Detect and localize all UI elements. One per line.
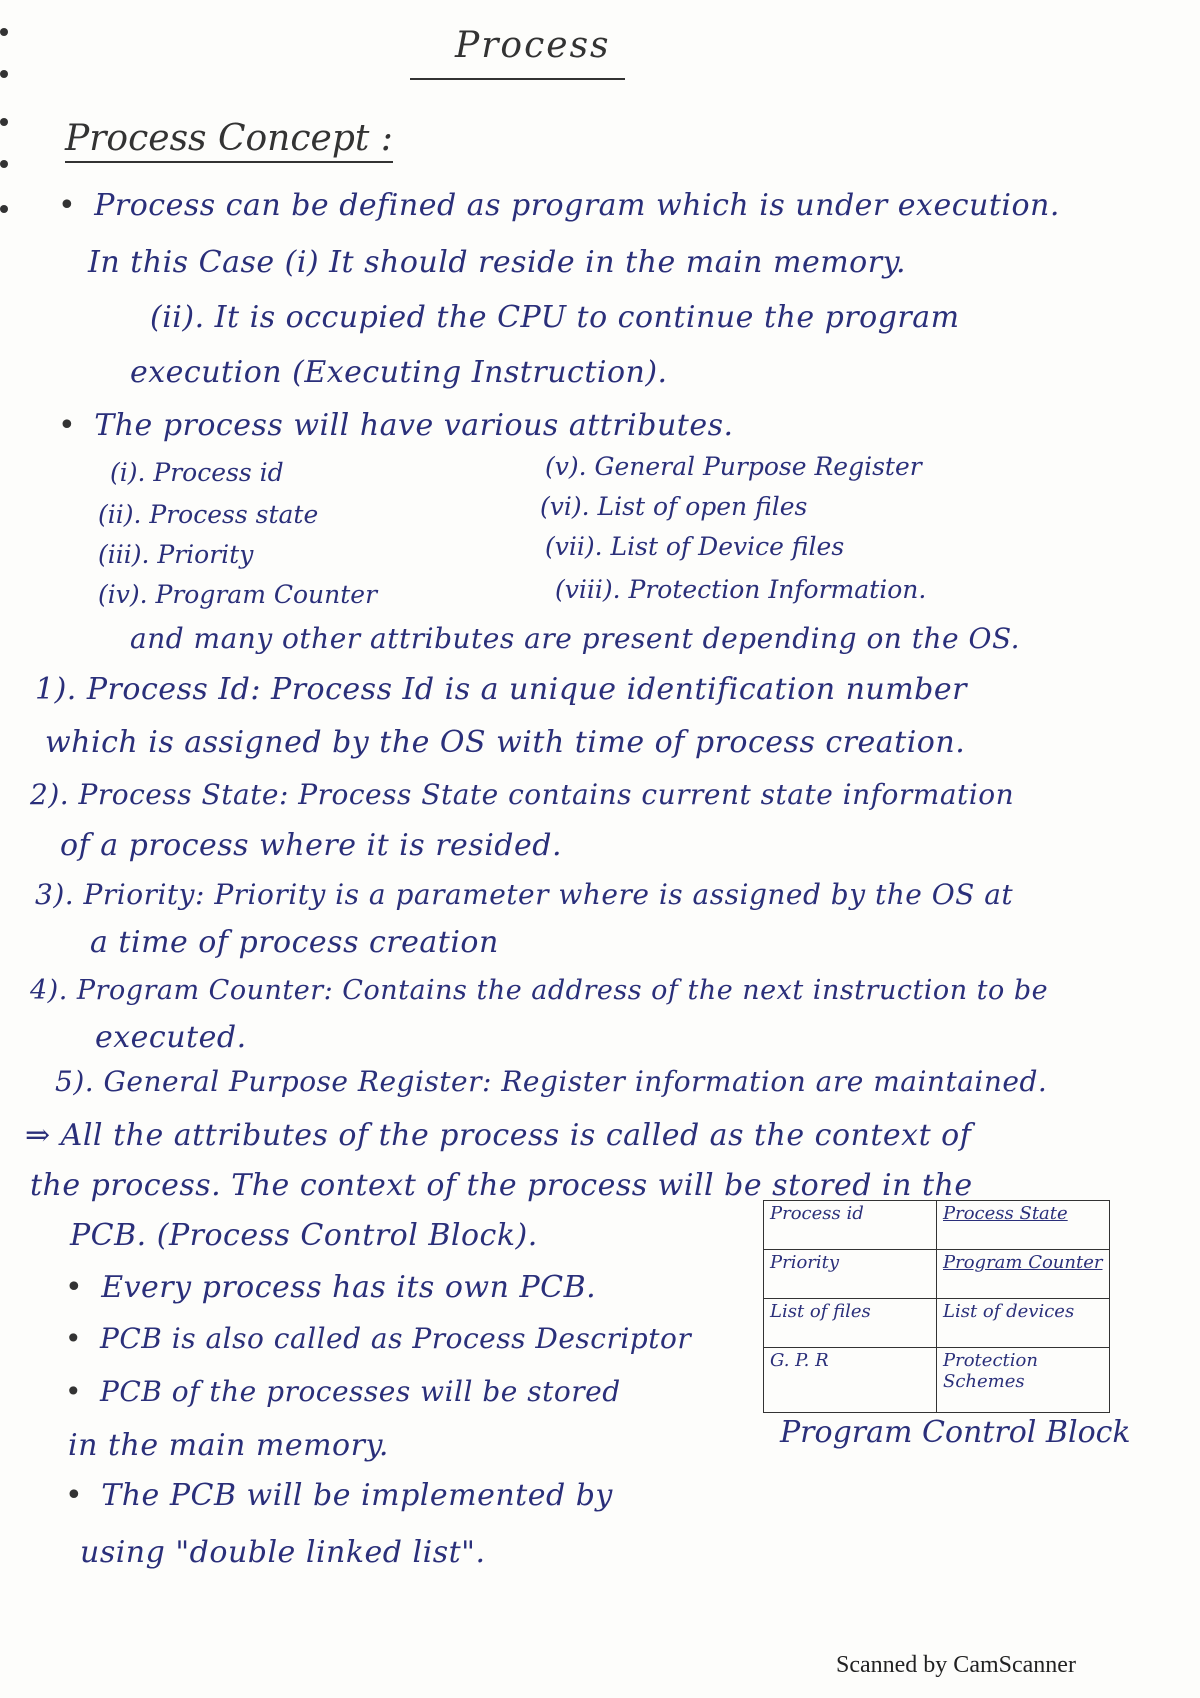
pcb-point: • PCB of the processes will be stored [65, 1375, 621, 1408]
pcb-caption: Program Control Block [780, 1415, 1131, 1450]
attribute-item: (vii). List of Device files [545, 532, 845, 561]
pcb-point: in the main memory. [68, 1428, 389, 1463]
definition-line: a time of process creation [90, 925, 499, 960]
definition-line: 5). General Purpose Register: Register information are maintained. [55, 1065, 1048, 1098]
attribute-item: (iv). Program Counter [98, 580, 378, 609]
pcb-point: • PCB is also called as Process Descriptor [65, 1322, 691, 1355]
table-cell: Process id [764, 1201, 937, 1250]
table-cell: Priority [764, 1250, 937, 1299]
intro-line: • Process can be defined as program which is under execution. [58, 188, 1060, 223]
table-cell: Protection Schemes [937, 1348, 1110, 1413]
table-cell: Process State [937, 1201, 1110, 1250]
table-row [764, 1201, 1110, 1250]
attribute-item: (iii). Priority [98, 540, 254, 569]
margin-hole [0, 28, 8, 36]
definition-line: of a process where it is resided. [60, 828, 562, 863]
attribute-item: (viii). Protection Information. [555, 575, 927, 604]
definition-line: 1). Process Id: Process Id is a unique identification number [35, 672, 967, 707]
definition-line: 3). Priority: Priority is a parameter where is assigned by the OS at [35, 878, 1014, 911]
margin-hole [0, 205, 8, 213]
definition-line: which is assigned by the OS with time of process creation. [45, 725, 966, 760]
table-row [764, 1250, 1110, 1299]
page-title: Process [455, 25, 611, 66]
intro-line: execution (Executing Instruction). [130, 355, 668, 390]
pcb-point: • Every process has its own PCB. [65, 1270, 596, 1305]
margin-hole [0, 118, 8, 126]
context-line: ⇒ All the attributes of the process is called as the context of [25, 1118, 972, 1153]
pcb-point: using "double linked list". [80, 1535, 486, 1570]
table-cell: G. P. R [764, 1348, 937, 1413]
scanner-watermark: Scanned by CamScanner [836, 1652, 1076, 1678]
pcb-point: • The PCB will be implemented by [65, 1478, 613, 1513]
section-heading: Process Concept : [65, 118, 393, 163]
attributes-intro: • The process will have various attributes. [58, 408, 734, 443]
table-row [764, 1299, 1110, 1348]
definition-line: 2). Process State: Process State contains current state information [30, 778, 1015, 811]
margin-hole [0, 160, 8, 168]
context-line: PCB. (Process Control Block). [70, 1218, 538, 1253]
definition-line: executed. [95, 1020, 247, 1055]
margin-hole [0, 70, 8, 78]
table-cell: Program Counter [937, 1250, 1110, 1299]
attribute-item: (i). Process id [110, 458, 284, 487]
attributes-outro: and many other attributes are present depending on the OS. [130, 622, 1021, 655]
context-line: the process. The context of the process will be stored in the [30, 1168, 973, 1203]
intro-line: In this Case (i) It should reside in the main memory. [88, 245, 907, 280]
attribute-item: (v). General Purpose Register [545, 452, 922, 481]
pcb-table [763, 1200, 1110, 1413]
definition-line: 4). Program Counter: Contains the address of the next instruction to be [30, 975, 1049, 1006]
table-cell: List of devices [937, 1299, 1110, 1348]
title-underline [410, 78, 625, 80]
table-row [764, 1348, 1110, 1413]
intro-line: (ii). It is occupied the CPU to continue the program [150, 300, 960, 335]
attribute-item: (ii). Process state [98, 500, 319, 529]
table-cell: List of files [764, 1299, 937, 1348]
attribute-item: (vi). List of open files [540, 492, 808, 521]
